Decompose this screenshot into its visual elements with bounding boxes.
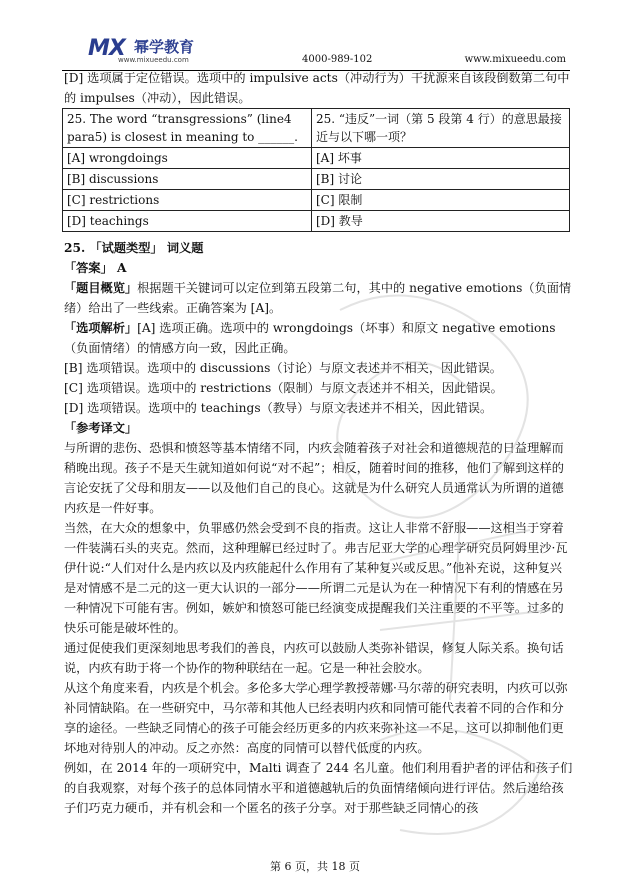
question-cn: 25. “违反”一词（第 5 段第 4 行）的意思最接近与以下哪一项？ [312,109,570,148]
overview-paragraph [64,278,574,318]
table-row [63,109,570,148]
logo-mark: MX [88,36,125,61]
option-cn: [B] 讨论 [312,169,570,190]
analysis-label: 「选项解析」 [64,321,138,335]
overview-label: 「题目概览」 [64,281,138,295]
option-cn: [D] 教导 [312,211,570,232]
translation-paragraph-5: 例如，在 2014 年的一项研究中，Malti 调查了 244 名儿童。他们利用看护者的评估和孩子们的自我观察，对每个孩子的总体同情水平和道德越轨后的负面情绪倾向进行评估。然后递给孩子们巧克力硬币，并有机会和一个匿名的孩子分享。对于那些缺乏同情心的孩 [64,761,573,815]
overview-text: 根据题干关键词可以定位到第五段第二句，其中的 negative emotions（负面情绪）给出了一些线索。正确答案为 [A]。 [64,281,572,315]
table-row [63,190,570,211]
translation-paragraph-1: 与所谓的悲伤、恐惧和愤怒等基本情绪不同，内疚会随着孩子对社会和道德规范的日益理解而稍晚出现。孩子不是天生就知道如何说“对不起”；相反，随着时间的推移，他们了解到这样的言论安抚了父母和朋友——以及他们自己的良心。这就是为什么研究人员通常认为所谓的道德内疚是一件好事。 [64,441,564,515]
analysis-d: [D] 选项错误。选项中的 teachings（教导）与原文表述并不相关，因此错误。 [64,401,493,415]
option-cn: [A] 坏事 [312,148,570,169]
option-en: [D] teachings [63,211,312,232]
intro-paragraph: [D] 选项属于定位错误。选项中的 impulsive acts（冲动行为）干扰源来自该段倒数第二句中的 impulses（冲动），因此错误。 [64,71,570,105]
translation-paragraph-2: 当然，在大众的想象中，负罪感仍然会受到不良的指责。这让人非常不舒服——这相当于穿着一件装满石头的夹克。然而，这种理解已经过时了。弗吉尼亚大学的心理学研究员阿姆里沙·瓦伊什说:“人们对什么是内疚以及内疚能起什么作用有了某种复兴或反思。”他补充说，这种复兴是对情感不是二元的这一更大认识的一部分——所谓二元是认为在一种情况下有利的情感在另一种情况下可能有害。例如，嫉妒和愤怒可能已经演变成提醒我们关注重要的不平等。过多的快乐可能是破坏性的。 [64,521,568,635]
analysis-b: [B] 选项错误。选项中的 discussions（讨论）与原文表述并不相关，因此错误。 [64,361,502,375]
analysis-c: [C] 选项错误。选项中的 restrictions（限制）与原文表述并不相关，因此错误。 [64,381,503,395]
analysis-a: [A] 选项正确。选项中的 wrongdoings（坏事）和原文 negative emotions（负面情绪）的情感方向一致，因此正确。 [64,321,556,355]
question-en: 25. The word “transgressions” (line4 para5) is closest in meaning to ______. [63,109,312,148]
option-en: [B] discussions [63,169,312,190]
option-en: [C] restrictions [63,190,312,211]
header-phone: 4000-989-102 [302,54,373,65]
option-cn: [C] 限制 [312,190,570,211]
translation-paragraph-3: 通过促使我们更深刻地思考我们的善良，内疚可以鼓励人类弥补错误，修复人际关系。换句话说，内疚有助于将一个协作的物种联结在一起。它是一种社会胶水。 [64,641,564,675]
table-row [63,148,570,169]
analysis-paragraph [64,318,574,358]
brand-logo [88,34,228,64]
answer-label: 「答案」 A [64,261,127,275]
option-en: [A] wrongdoings [63,148,312,169]
table-row [63,169,570,190]
question-table [62,108,570,232]
translation-paragraph-4: 从这个角度来看，内疚是个机会。多伦多大学心理学教授蒂娜·马尔蒂的研究表明，内疚可以弥补同情缺陷。在一些研究中，马尔蒂和其他人已经表明内疚和同情可能代表着不同的合作和分享的途径。一些缺乏同情心的孩子可能会经历更多的内疚来弥补这一不足，这可以抑制他们更坏地对待别人的冲动。反之亦然：高度的同情可以替代低度的内疚。 [64,681,568,755]
translation-label: 「参考译文」 [64,421,138,435]
logo-url: www.mixueedu.com [118,56,189,64]
header-website: www.mixueedu.com [464,54,566,65]
page-header [62,28,570,71]
question-type-heading: 25. 「试题类型」 词义题 [64,241,204,255]
table-row [63,211,570,232]
page-footer: 第 6 页，共 18 页 [270,860,360,873]
logo-brand-name: 幂学教育 [134,38,195,56]
